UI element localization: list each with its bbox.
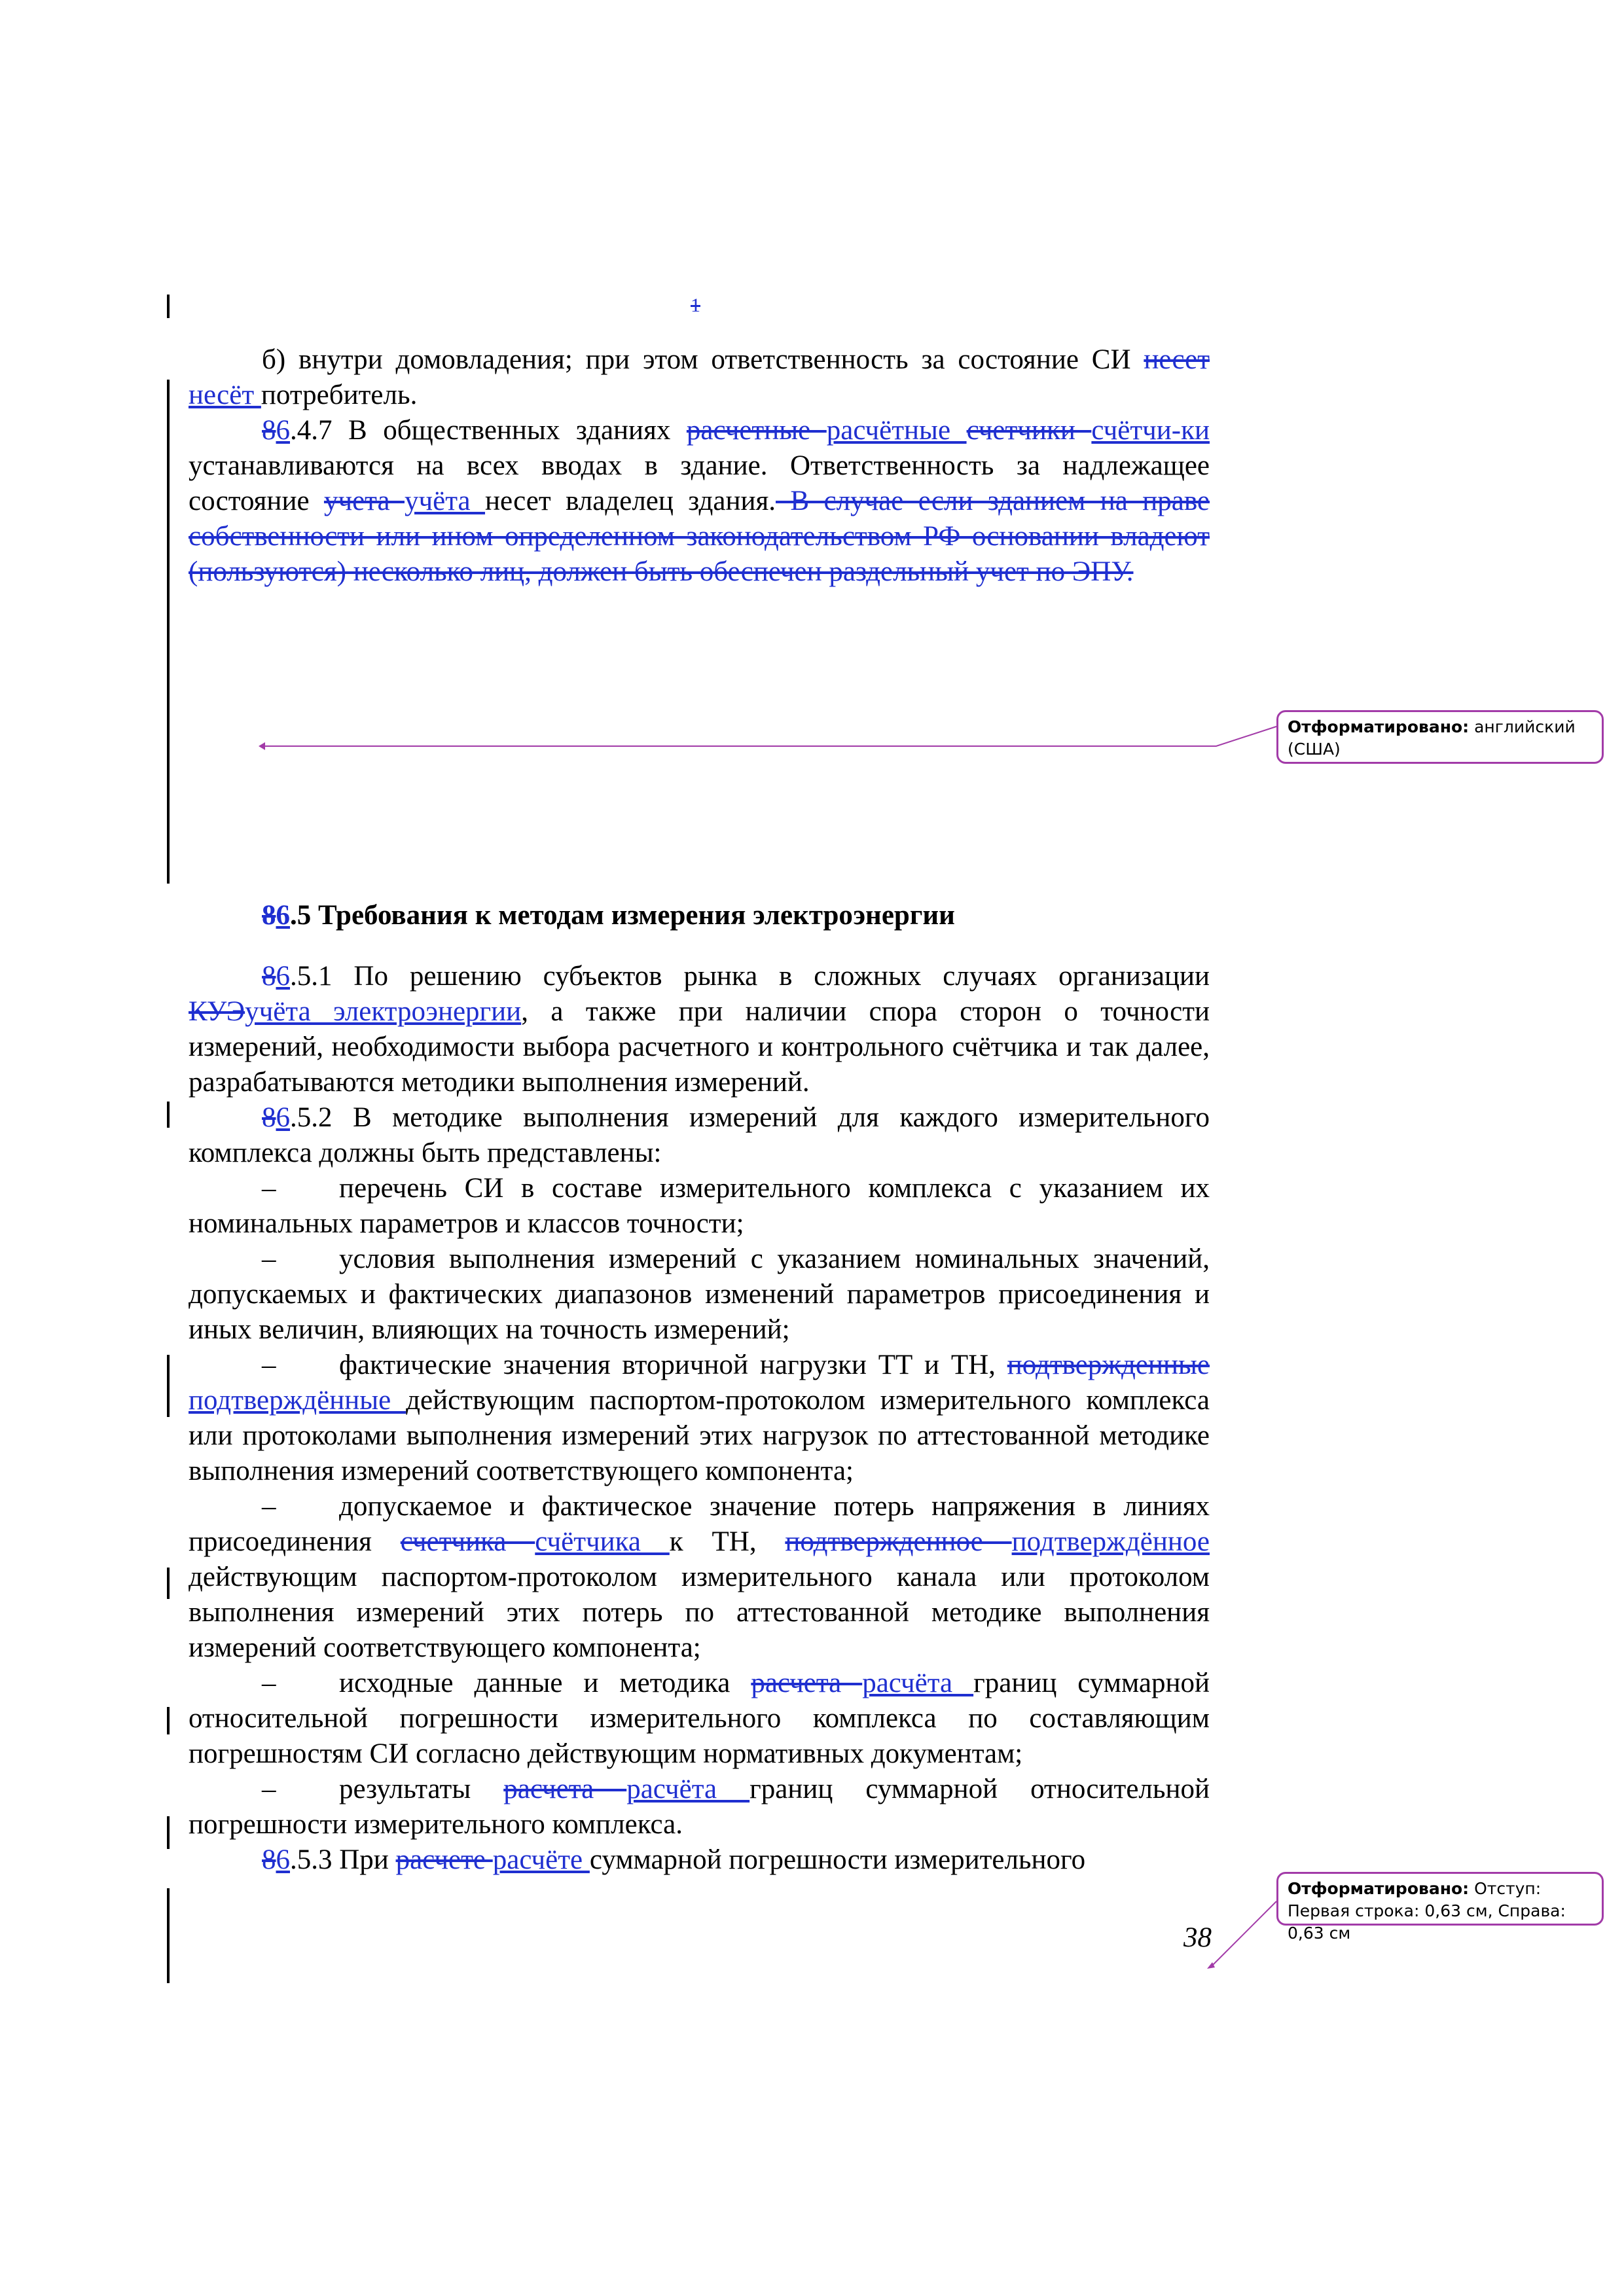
format-comment-balloon[interactable]: Отформатировано: Отступ: Первая строка: 0,63 см, Справа: 0,63 см <box>1276 1872 1604 1926</box>
page-number: 38 <box>1183 1922 1212 1953</box>
list-item: – исходные данные и методика расчета расчёта границ суммарной относительной погрешности измерительного комплекса по составляющим погрешностям СИ согласно действующим нормативных документам; <box>189 1668 1210 1769</box>
list-item: – фактические значения вторичной нагрузки ТТ и ТН, подтвержденные подтверждённые действующим паспортом-протоколом измерительного комплекса или протоколами выполнения измерений этих нагрузок по аттестованной методике выполнения измерений соответствующего компонента; <box>189 1350 1210 1486</box>
list-item: – результаты расчета расчёта границ суммарной относительной погрешности измерительного комплекса. <box>189 1774 1210 1840</box>
paragraph-public-buildings: 86.4.7 В общественных зданиях расчетные расчётные счетчики счётчи-ки устанавливаются на всех вводах в здание. Ответственность за надлежащее состояние учета учёта несет владелец здания. В случае если зданием на праве собственности или ином определенном законодательством РФ основании владеют (пользуются) несколько лиц, должен быть обеспечен раздельный учет по ЭПУ. <box>189 415 1210 587</box>
format-comment-balloon[interactable]: Отформатировано: английский (США) <box>1276 710 1604 764</box>
deleted-page-number: 1 <box>691 295 700 316</box>
paragraph-5-2: 86.5.2 В методике выполнения измерений для каждого измерительного комплекса должны быть представлены: <box>189 1102 1210 1168</box>
paragraph-5-1: 86.5.1 По решению субъектов рынка в сложных случаях организации КУЭучёта электроэнергии, а также при наличии спора сторон о точности измерений, необходимости выбора расчетного и контрольного счётчика и так далее, разрабатываются методики выполнения измерений. <box>189 961 1210 1098</box>
paragraph-5-3: 86.5.3 При расчете расчёте суммарной погрешности измерительного <box>262 1844 1086 1875</box>
list-item: – перечень СИ в составе измерительного комплекса с указанием их номинальных параметров и классов точности; <box>189 1173 1210 1239</box>
section-heading: 86.5 Требования к методам измерения электроэнергии <box>262 900 955 931</box>
list-item: – допускаемое и фактическое значение потерь напряжения в линиях присоединения счетчика счётчика к ТН, подтвержденное подтверждённое действующим паспортом-протоколом измерительного канала или протоколом выполнения измерений этих потерь по аттестованной методике выполнения измерений соответствующего компонента; <box>189 1491 1210 1663</box>
paragraph-inside-household: б) внутри домовладения; при этом ответственность за состояние СИ несет несёт потребитель. <box>189 344 1210 410</box>
list-item: – условия выполнения измерений с указанием номинальных значений, допускаемых и фактических диапазонов изменений параметров присоединения и иных величин, влияющих на точность измерений; <box>189 1244 1210 1345</box>
